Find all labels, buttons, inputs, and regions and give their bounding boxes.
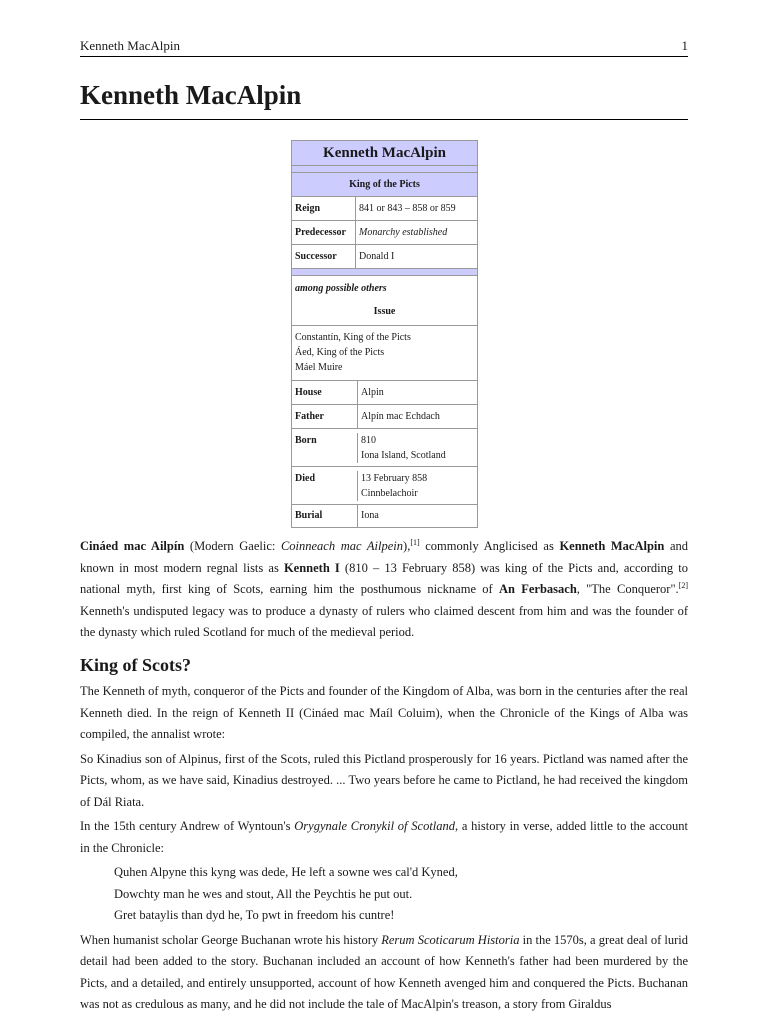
infobox-row-house	[292, 381, 477, 405]
intro-text: and known in most modern regnal lists as	[80, 539, 689, 575]
title-rule	[80, 119, 688, 120]
infobox-divider	[292, 166, 477, 173]
intro-text: ),	[403, 539, 411, 553]
running-header	[80, 38, 688, 54]
issue-item: Máel Muire	[295, 362, 343, 373]
verse-quote	[114, 862, 688, 927]
died-date: 13 February 858	[361, 473, 428, 484]
issue-item: Constantín, King of the Picts	[295, 332, 411, 343]
verse-line: Dowchty man he wes and stout, All the Peychtis he put out.	[114, 886, 413, 901]
work-title: Orygynale Cronykil of Scotland	[294, 819, 456, 833]
infobox-divider-2	[292, 269, 477, 276]
infobox-value-father: Alpín mac Echdach	[361, 411, 440, 422]
paragraph: The Kenneth of myth, conqueror of the Picts and founder of the Kingdom of Alba, was born in the centuries after the real Kenneth died. In the reign of Kenneth II (Cináed mac Maíl Coluim), when the Chronicle of the Kings of Alba was compiled, the annalist wrote:	[80, 684, 688, 741]
intro-text: (810 – 13 February 858) was king of the Picts and, according to national myth, first king of Scots, earning him the posthumous nickname of	[80, 560, 689, 596]
infobox-value-reign: 841 or 843 – 858 or 859	[359, 203, 456, 214]
infobox-label-reign: Reign	[292, 197, 356, 220]
paragraph: When humanist scholar George Buchanan wrote his history Rerum Scoticarum Historia in the 1570s, a great deal of lurid detail had been added to the story. Buchanan included an account of how Kenneth's father had been murdered by the Picts, and a detailed, and entirely unsupported, account of how Kenneth avenged him and conquered the Picts. Buchanan was not as credulous as many, and he did not include the tale of MacAlpin's treason, a story from Giraldus	[80, 932, 688, 1011]
name-gaelic: Cináed mac Ailpín	[80, 539, 185, 553]
work-title: Rerum Scoticarum Historia	[381, 932, 520, 947]
infobox-row-burial	[292, 505, 477, 527]
section-heading: King of Scots?	[80, 655, 192, 675]
infobox-issue-section	[292, 276, 477, 326]
modern-gaelic-name: Coinneach mac Ailpein	[280, 539, 404, 553]
born-place: Iona Island, Scotland	[361, 450, 446, 461]
intro-text: , "The Conqueror".	[576, 582, 679, 596]
page-number: 1	[681, 38, 688, 53]
among-possible-others: among possible others	[295, 283, 387, 294]
infobox	[291, 140, 478, 528]
infobox-title: Kenneth MacAlpin	[292, 141, 477, 166]
intro-text: Kenneth's undisputed legacy was to produce a dynasty of rulers who claimed descent from him and was the founder of the dynasty which ruled Scotland for much of the medieval period.	[80, 603, 688, 639]
header-rule	[80, 56, 688, 57]
issue-list	[292, 326, 477, 381]
infobox-label-house: House	[292, 381, 358, 404]
infobox-row-born	[292, 429, 477, 467]
verse-line: Gret bataylis than dyd he, To pwt in freedom his cuntre!	[114, 908, 395, 922]
reference-link[interactable]: [2]	[678, 580, 689, 590]
block-quote: So Kinadius son of Alpinus, first of the Scots, ruled this Pictland prosperously for 16 years. Pictland was named after the Picts, whom, as we have said, Kinadius destroyed. ... Two years before he came to Pictland, he had received the kingdom of Dál Riata.	[80, 751, 688, 809]
infobox-row-reign	[292, 197, 477, 221]
infobox-label-father: Father	[292, 405, 358, 428]
infobox-value-burial: Iona	[361, 510, 379, 521]
infobox-label-predecessor: Predecessor	[292, 221, 356, 244]
infobox-value-died	[358, 471, 477, 501]
infobox-subtitle: King of the Picts	[292, 173, 477, 197]
infobox-row-predecessor	[292, 221, 477, 245]
issue-heading: Issue	[373, 306, 396, 317]
died-place: Cinnbelachoir	[361, 488, 418, 499]
reference-link[interactable]: [1]	[410, 537, 420, 547]
verse-line: Quhen Alpyne this kyng was dede, He left a sowne wes cal'd Kyned,	[114, 865, 458, 879]
running-title: Kenneth MacAlpin	[80, 38, 181, 53]
issue-item: Áed, King of the Picts	[295, 347, 385, 358]
infobox-label-died: Died	[292, 471, 358, 501]
born-date: 810	[361, 435, 376, 446]
infobox-value-born	[358, 433, 477, 463]
section-body	[80, 681, 688, 1016]
intro-paragraph	[80, 536, 688, 644]
name-regnal: Kenneth I	[283, 560, 340, 575]
infobox-row-died	[292, 467, 477, 505]
infobox-label-born: Born	[292, 433, 358, 463]
infobox-value-house: Alpin	[361, 387, 384, 398]
infobox-value-predecessor: Monarchy established	[359, 227, 448, 238]
intro-text: (Modern Gaelic:	[184, 539, 281, 553]
infobox-row-successor	[292, 245, 477, 269]
paragraph: In the 15th century Andrew of Wyntoun's Orygynale Cronykil of Scotland, a history in verse, added little to the account in the Chronicle:	[80, 819, 688, 855]
infobox-value-successor: Donald I	[359, 251, 395, 262]
name-anglicised: Kenneth MacAlpin	[559, 539, 665, 553]
page-title: Kenneth MacAlpin	[80, 80, 302, 110]
nickname: An Ferbasach	[498, 582, 577, 596]
infobox-label-burial: Burial	[292, 505, 358, 527]
infobox-row-father	[292, 405, 477, 429]
infobox-label-successor: Successor	[292, 245, 356, 268]
intro-text: commonly Anglicised as	[419, 539, 560, 553]
